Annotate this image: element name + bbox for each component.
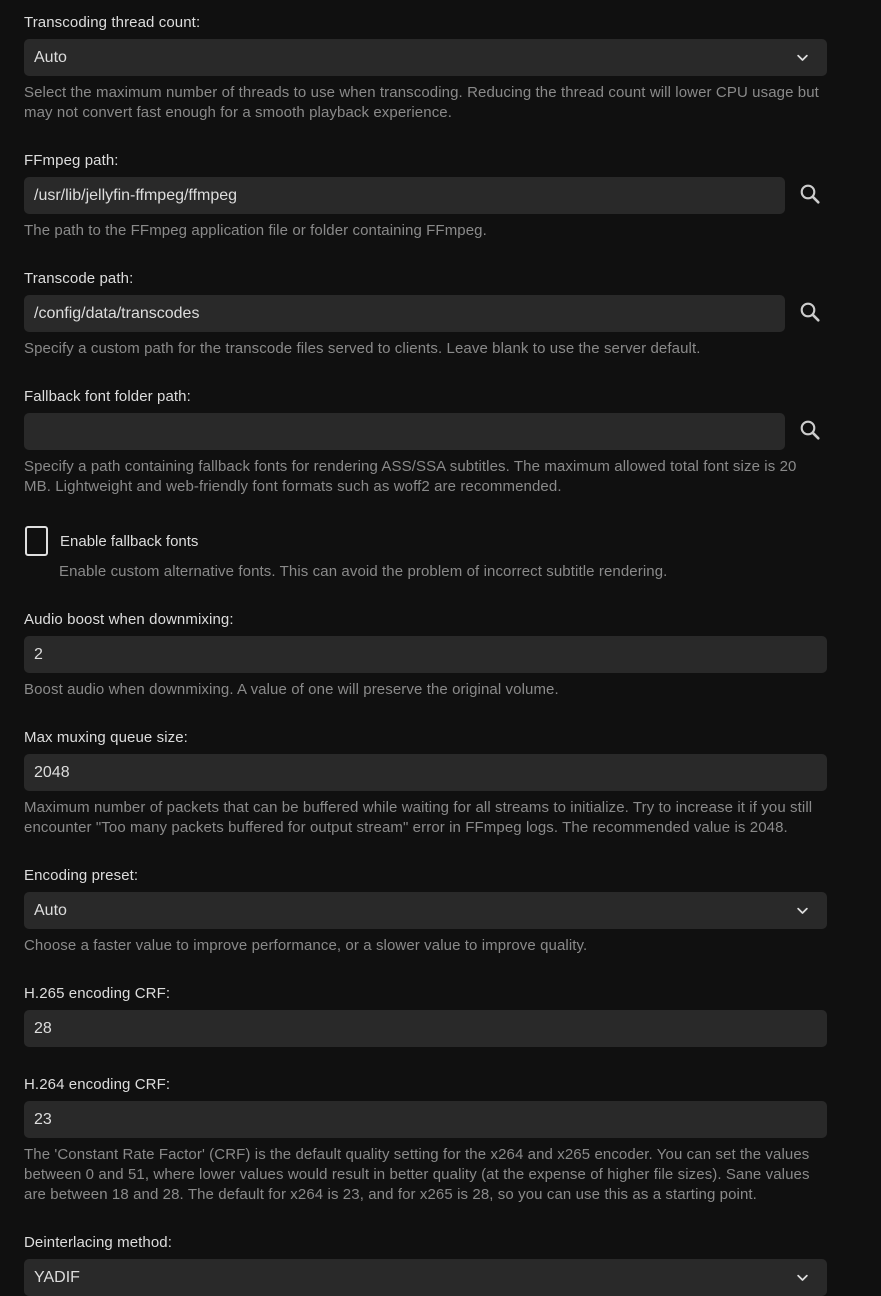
chevron-down-icon — [795, 903, 810, 918]
transcoding-thread-count-select[interactable] — [24, 39, 827, 76]
max-muxing-queue-size-input[interactable] — [24, 754, 827, 791]
field-description: Choose a faster value to improve performance, or a slower value to improve quality. — [24, 937, 588, 954]
select-value: YADIF — [34, 1268, 80, 1286]
select-value: Auto — [34, 901, 67, 919]
h264-encoding-crf-input[interactable] — [24, 1101, 827, 1138]
chevron-down-icon — [795, 50, 810, 65]
enable-fallback-fonts-row — [25, 526, 827, 556]
field-group-transcoding-thread-count — [24, 14, 827, 123]
fallback-font-folder-path-input[interactable] — [24, 413, 785, 450]
max-muxing-queue-size-label: Max muxing queue size: — [24, 729, 188, 746]
h264-encoding-crf-label: H.264 encoding CRF: — [24, 1076, 171, 1093]
field-group-h264-encoding-crf — [24, 1076, 827, 1205]
transcoding-thread-count-label: Transcoding thread count: — [24, 14, 201, 31]
field-group-max-muxing-queue-size — [24, 729, 827, 838]
field-description: The path to the FFmpeg application file or folder containing FFmpeg. — [24, 222, 487, 239]
field-description: Select the maximum number of threads to use when transcoding. Reducing the thread count will lower CPU usage but may not convert fast enough for a smooth playback experience. — [24, 84, 819, 121]
search-icon — [798, 418, 822, 445]
h265-encoding-crf-input[interactable] — [24, 1010, 827, 1047]
encoding-preset-select[interactable] — [24, 892, 827, 929]
field-group-audio-boost — [24, 611, 827, 700]
field-group-fallback-font-folder-path — [24, 388, 827, 497]
transcode-path-label: Transcode path: — [24, 270, 134, 287]
h265-encoding-crf-label: H.265 encoding CRF: — [24, 985, 171, 1002]
field-description: Specify a path containing fallback fonts for rendering ASS/SSA subtitles. The maximum allowed total font size is 20 MB. Lightweight and web-friendly font formats such as woff2 are recommended. — [24, 458, 797, 495]
deinterlacing-method-select[interactable] — [24, 1259, 827, 1296]
fallback-font-folder-browse-button[interactable] — [793, 417, 827, 447]
select-value: Auto — [34, 48, 67, 66]
field-group-deinterlacing-method — [24, 1234, 827, 1296]
transcode-path-browse-button[interactable] — [793, 299, 827, 329]
search-icon — [798, 300, 822, 327]
field-description: The 'Constant Rate Factor' (CRF) is the default quality setting for the x264 and x265 encoder. You can set the values between 0 and 51, where lower values would result in better quality (at the expense of higher file sizes). Sane values are between 18 and 28. The default for x264 is 23, and for x265 is 28, so you can use this as a starting point. — [24, 1146, 810, 1203]
field-description: Enable custom alternative fonts. This can avoid the problem of incorrect subtitle rendering. — [59, 563, 668, 580]
enable-fallback-fonts-checkbox[interactable] — [25, 526, 48, 556]
fallback-font-folder-path-row — [24, 413, 827, 450]
transcode-path-row — [24, 295, 827, 332]
audio-boost-label: Audio boost when downmixing: — [24, 611, 234, 628]
field-group-h265-encoding-crf — [24, 985, 827, 1047]
chevron-down-icon — [795, 1270, 810, 1285]
field-group-encoding-preset — [24, 867, 827, 956]
field-description: Specify a custom path for the transcode files served to clients. Leave blank to use the server default. — [24, 340, 701, 357]
field-description: Boost audio when downmixing. A value of one will preserve the original volume. — [24, 681, 559, 698]
field-description: Maximum number of packets that can be buffered while waiting for all streams to initialize. Try to increase it if you still encounter "Too many packets buffered for output stream" error in FFmpeg logs. The recommended value is 2048. — [24, 799, 813, 836]
deinterlacing-method-label: Deinterlacing method: — [24, 1234, 173, 1251]
encoding-preset-label: Encoding preset: — [24, 867, 139, 884]
field-group-enable-fallback-fonts — [24, 526, 827, 582]
ffmpeg-path-browse-button[interactable] — [793, 181, 827, 211]
search-icon — [798, 182, 822, 209]
field-group-ffmpeg-path — [24, 152, 827, 241]
fallback-font-folder-path-label: Fallback font folder path: — [24, 388, 191, 405]
transcode-path-input[interactable] — [24, 295, 785, 332]
audio-boost-input[interactable] — [24, 636, 827, 673]
ffmpeg-path-row — [24, 177, 827, 214]
enable-fallback-fonts-label: Enable fallback fonts — [60, 532, 199, 550]
ffmpeg-path-input[interactable] — [24, 177, 785, 214]
ffmpeg-path-label: FFmpeg path: — [24, 152, 119, 169]
field-group-transcode-path — [24, 270, 827, 359]
